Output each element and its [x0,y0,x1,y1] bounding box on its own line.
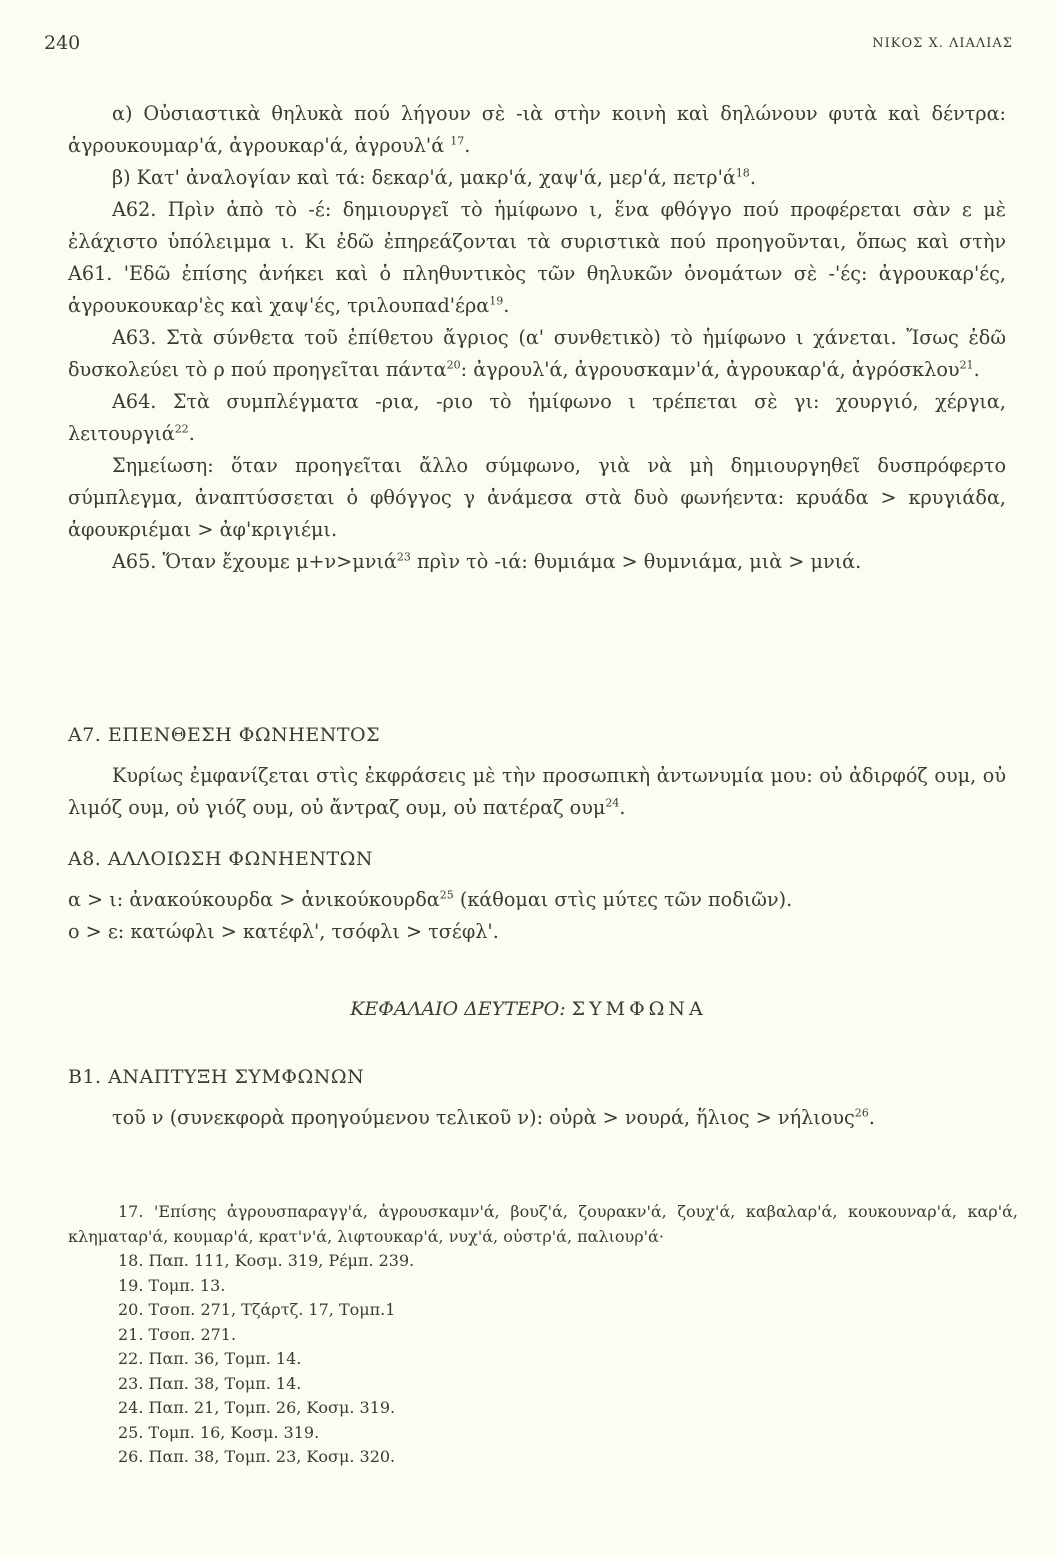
paragraph-a65-end: πρὶν τὸ -ιά: θυμιάμα > θυμνιάμα, μιὰ > μνιά. [410,550,862,573]
paragraph-note: Σημείωση: ὅταν προηγεῖται ἄλλο σύμφωνο, γιὰ νὰ μὴ δημιουργηθεῖ δυσπρόφερτο σύμπλεγμα, ἀναπτύσσεται ὁ φθόγγος γ ἀνάμεσα στὰ δυὸ φωνήεντα: κρυάδα > κρυγιάδα, ἀφουκριέμαι > ἀφ'κριγιέμι. [68,454,1006,541]
footnote-17: 17. 'Επίσης ἀγρουσπαραγγ'ά, ἀγρουσκαμν'ά, βουζ'ά, ζουρακν'ά, ζουχ'ά, καβαλαρ'ά, κουκουναρ'ά, καρ'ά, κληματαρ'ά, κουμαρ'ά, κρατ'ν'ά, λιφτουκαρ'ά, νυχ'ά, οὐστρ'ά, παλιουρ'ά· [68,1202,1018,1246]
footnote-ref[interactable]: 19 [489,294,504,308]
chapter-title-italic: ΚΕΦΑΛΑΙΟ ΔΕΥΤΕΡΟ: [350,998,566,1020]
running-title: ΝΙΚΟΣ Χ. ΛΙΑΛΙΑΣ [872,36,1013,51]
footnote-20: 20. Τσοπ. 271, Τζάρτζ. 17, Τομπ.1 [118,1300,396,1319]
section-a6-continued [68,98,1006,578]
paragraph-a63: A63. Στὰ σύνθετα τοῦ ἐπίθετου ἄγριος (α' συνθετικὸ) τὸ ἡμίφωνο ι χάνεται. Ἴσως ἐδῶ δυσκολεύει τὸ ρ πού προηγεῖται πάντα$^{20}$: ἀγρουλ'ά, ἀγρουσκαμν'ά, ἀγρουκαρ'ά, ἀγρόσκλου$^{21}$. [68,326,1006,381]
paragraph-a64: A64. Στὰ συμπλέγματα -ρια, -ριο τὸ ἡμίφωνο ι τρέπεται σὲ γι: χουργιό, χέργια, λειτουργιά$^{22}$. [68,390,1006,445]
footnote-23: 23. Παπ. 38, Τομπ. 14. [118,1373,302,1393]
paragraph-a64-text: A64. Στὰ συμπλέγματα -ρια, -ριο τὸ ἡμίφωνο ι τρέπεται σὲ γι: χουργιό, χέργια, λειτουργιά [68,390,1006,445]
footnotes [68,1200,1018,1470]
paragraph-b1-text: τοῦ ν (συνεκφορὰ προηγούμενου τελικοῦ ν): οὐρὰ > νουρά, ἥλιος > νήλιους [112,1106,855,1129]
paragraph-a7-text: Κυρίως ἐμφανίζεται στὶς ἐκφράσεις μὲ τὴν προσωπικὴ ἀντωνυμία μου: οὐ ἀδιρφόζ ουμ, οὐ λιμόζ ουμ, οὐ γιόζ ουμ, οὐ ἄντραζ ουμ, οὐ πατέραζ ουμ [68,764,1006,819]
paragraph-beta-text: β) Κατ' ἀναλογίαν καὶ τά: δεκαρ'ά, μακρ'ά, χαψ'ά, μερ'ά, πετρ'ά [112,166,736,189]
chapter-title [0,998,1057,1020]
footnote-22: 22. Παπ. 36, Τομπ. 14. [118,1349,302,1368]
paragraph-a65 [68,546,1006,578]
paragraph-b1: τοῦ ν (συνεκφορὰ προηγούμενου τελικοῦ ν): οὐρὰ > νουρά, ἥλιος > νήλιους$^{26}$. [112,1106,875,1129]
paragraph-beta: β) Κατ' ἀναλογίαν καὶ τά: δεκαρ'ά, μακρ'ά, χαψ'ά, μερ'ά, $\pi\varepsilon\tau\rho'ά^{18}$. [112,166,756,189]
a8-line-alpha [68,884,1006,916]
paragraph-a7: Κυρίως ἐμφανίζεται στὶς ἐκφράσεις μὲ τὴν προσωπικὴ ἀντωνυμία μου: οὐ ἀδιρφόζ ουμ, οὐ λιμόζ ουμ, οὐ γιόζ ουμ, οὐ ἄντραζ ουμ, οὐ πατέραζ ουμ$^{24}$. [68,764,1006,819]
footnote-ref[interactable]: 24 [605,796,620,810]
footnote-ref[interactable]: 17 [450,134,465,148]
footnote-ref[interactable]: 22 [174,422,189,436]
footnote-21: 21. Τσοπ. 271. [118,1324,237,1344]
section-b1 [68,1102,1006,1134]
section-a8 [68,884,1006,948]
footnote-26: 26. Παπ. 38, Τομπ. 23, Κοσμ. 320. [118,1447,396,1466]
footnote-ref[interactable]: 18 [735,166,750,180]
footnote-24: 24. Παπ. 21, Τομπ. 26, Κοσμ. 319. [118,1398,396,1417]
chapter-title-spaced: ΣΥΜΦΩΝΑ [571,998,707,1020]
footnote-ref[interactable]: 23 [396,550,411,564]
paragraph-a62: A62. Πρὶν ἀπὸ τὸ -έ: δημιουργεῖ τὸ ἡμίφωνο ι, ἕνα φθόγγο πού προφέρεται σὰν ε μὲ ἐλάχιστο ὑπόλειμμα ι. Κι ἐδῶ ἐπηρεάζονται τὰ συριστικὰ πού προηγοῦνται, ὅπως καὶ στὴν A61. 'Εδῶ ἐπίσης ἀνήκει καὶ ὁ πληθυντικὸς τῶν θηλυκῶν ὀνομάτων σὲ -'ές: ἀγρουκαρ'ές, ἀγρουκουκαρ'ὲς καὶ χαψ'ές, τριλουπαd'έρα$^{19}$. [68,198,1006,317]
footnote-18: 18. Παπ. 111, Κοσμ. 319, Ρέμπ. 239. [118,1251,415,1270]
heading-a8: A8. ΑΛΛΟΙΩΣΗ ΦΩΝΗΕΝΤΩΝ [68,848,373,870]
footnote-ref[interactable]: 20 [446,358,461,372]
heading-a7: A7. ΕΠΕΝΘΕΣΗ ΦΩΝΗΕΝΤΟΣ [68,724,381,746]
page-header [44,32,1013,62]
footnote-ref[interactable]: 26 [854,1106,869,1120]
a8-line-alpha-start: α > ι: ἀνακούκουρδα > ἀνικούκουρδα [68,888,440,911]
paragraph-a63-text: A63. Στὰ σύνθετα τοῦ ἐπίθετου ἄγριος (α' συνθετικὸ) τὸ ἡμίφωνο ι χάνεται. Ἴσως ἐδῶ δυσκολεύει τὸ ρ πού προηγεῖται πάντα [68,326,1006,381]
paragraph-a63-cont: : ἀγρουλ'ά, ἀγρουσκαμν'ά, ἀγρουκαρ'ά, ἀγρόσκλου [460,358,960,381]
paragraph-a65-start: A65. Ὅταν ἔχουμε μ+ν>μνιά [112,550,397,573]
a8-line-alpha-end: (κάθομαι στὶς μύτες τῶν ποδιῶν). [453,888,793,911]
footnote-ref[interactable]: 25 [439,888,454,902]
footnote-25: 25. Τομπ. 16, Κοσμ. 319. [118,1422,320,1442]
footnote-19: 19. Τομπ. 13. [118,1275,226,1295]
paragraph-alpha-text: α) Οὐσιαστικὰ θηλυκὰ πού λήγουν σὲ -ιὰ στὴν κοινὴ καὶ δηλώνουν φυτὰ καὶ δέντρα: ἀγρουκουμαρ'ά, ἀγρουκαρ'ά, ἀγρουλ'ά [68,102,1006,157]
heading-b1: B1. ΑΝΑΠΤΥΞΗ ΣΥΜΦΩΝΩΝ [68,1066,365,1088]
paragraph-alpha: α) Οὐσιαστικὰ θηλυκὰ πού λήγουν σὲ -ιὰ στὴν κοινὴ καὶ δηλώνουν φυτὰ καὶ δέντρα: ἀγρουκουμαρ'ά, ἀγρουκαρ'ά, ἀγρουλ'ά $^{17}$. [68,102,1006,157]
footnote-ref[interactable]: 21 [959,358,974,372]
a8-line-omicron: ο > ε: κατώφλι > κατέφλ', τσόφλι > τσέφλ'. [68,920,499,943]
page-number: 240 [44,32,81,54]
section-a7 [68,760,1006,824]
paragraph-a62-text: A62. Πρὶν ἀπὸ τὸ -έ: δημιουργεῖ τὸ ἡμίφωνο ι, ἕνα φθόγγο πού προφέρεται σὰν ε μὲ ἐλάχιστο ὑπόλειμμα ι. Κι ἐδῶ ἐπηρεάζονται τὰ συριστικὰ πού προηγοῦνται, ὅπως καὶ στὴν A61. 'Εδῶ ἐπίσης ἀνήκει καὶ ὁ πληθυντικὸς τῶν θηλυκῶν ὀνομάτων σὲ -'ές: ἀγρουκαρ'ές, ἀγρουκουκαρ'ὲς καὶ χαψ'ές, τριλουπαd'έρα [68,198,1006,317]
